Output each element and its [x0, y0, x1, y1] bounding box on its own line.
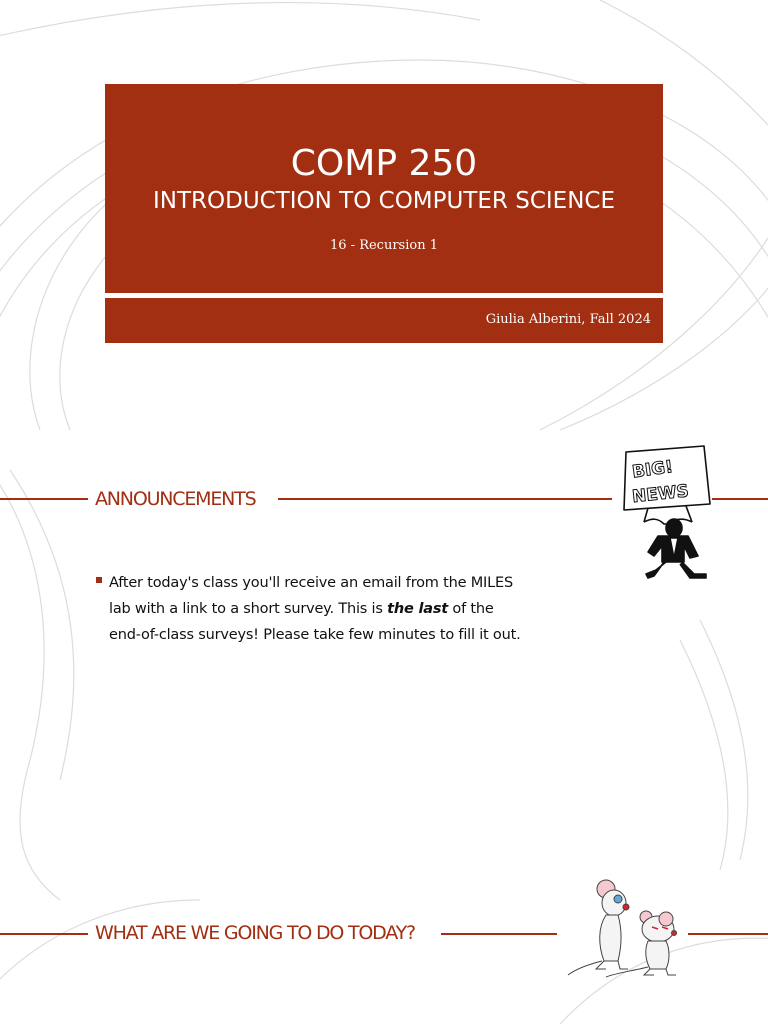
heading-rule-far-right [712, 498, 768, 500]
announcements-heading: ANNOUNCEMENTS [95, 488, 256, 510]
svg-text:BIG!: BIG! [630, 457, 675, 483]
heading-rule-left [0, 498, 88, 500]
title-banner [105, 84, 663, 293]
heading-rule-right [278, 498, 612, 500]
svg-text:NEWS: NEWS [631, 481, 690, 508]
announcement-bullet-text: After today's class you'll receive an email from the MILES lab with a link to a short survey. This is the last of the end-of-class surveys! Please take few minutes to fill it out. [109, 575, 521, 643]
author-text: Giulia Alberini, Fall 2024 [485, 312, 651, 327]
mice-clipart [566, 879, 686, 979]
heading-rule-far-right [688, 933, 768, 935]
title-slide [0, 0, 768, 430]
announcements-slide [0, 430, 768, 865]
agenda-slide [0, 865, 768, 1024]
big-news-clipart [618, 444, 714, 580]
course-title: INTRODUCTION TO COMPUTER SCIENCE [153, 188, 615, 214]
heading-rule-right [441, 933, 557, 935]
heading-rule-left [0, 933, 88, 935]
lecture-subtitle: 16 - Recursion 1 [330, 238, 438, 253]
emphasis-text: the last [387, 601, 449, 617]
agenda-heading: WHAT ARE WE GOING TO DO TODAY? [95, 922, 415, 944]
bullet-marker [96, 577, 102, 583]
author-banner [105, 298, 663, 343]
course-code: COMP 250 [290, 143, 478, 184]
